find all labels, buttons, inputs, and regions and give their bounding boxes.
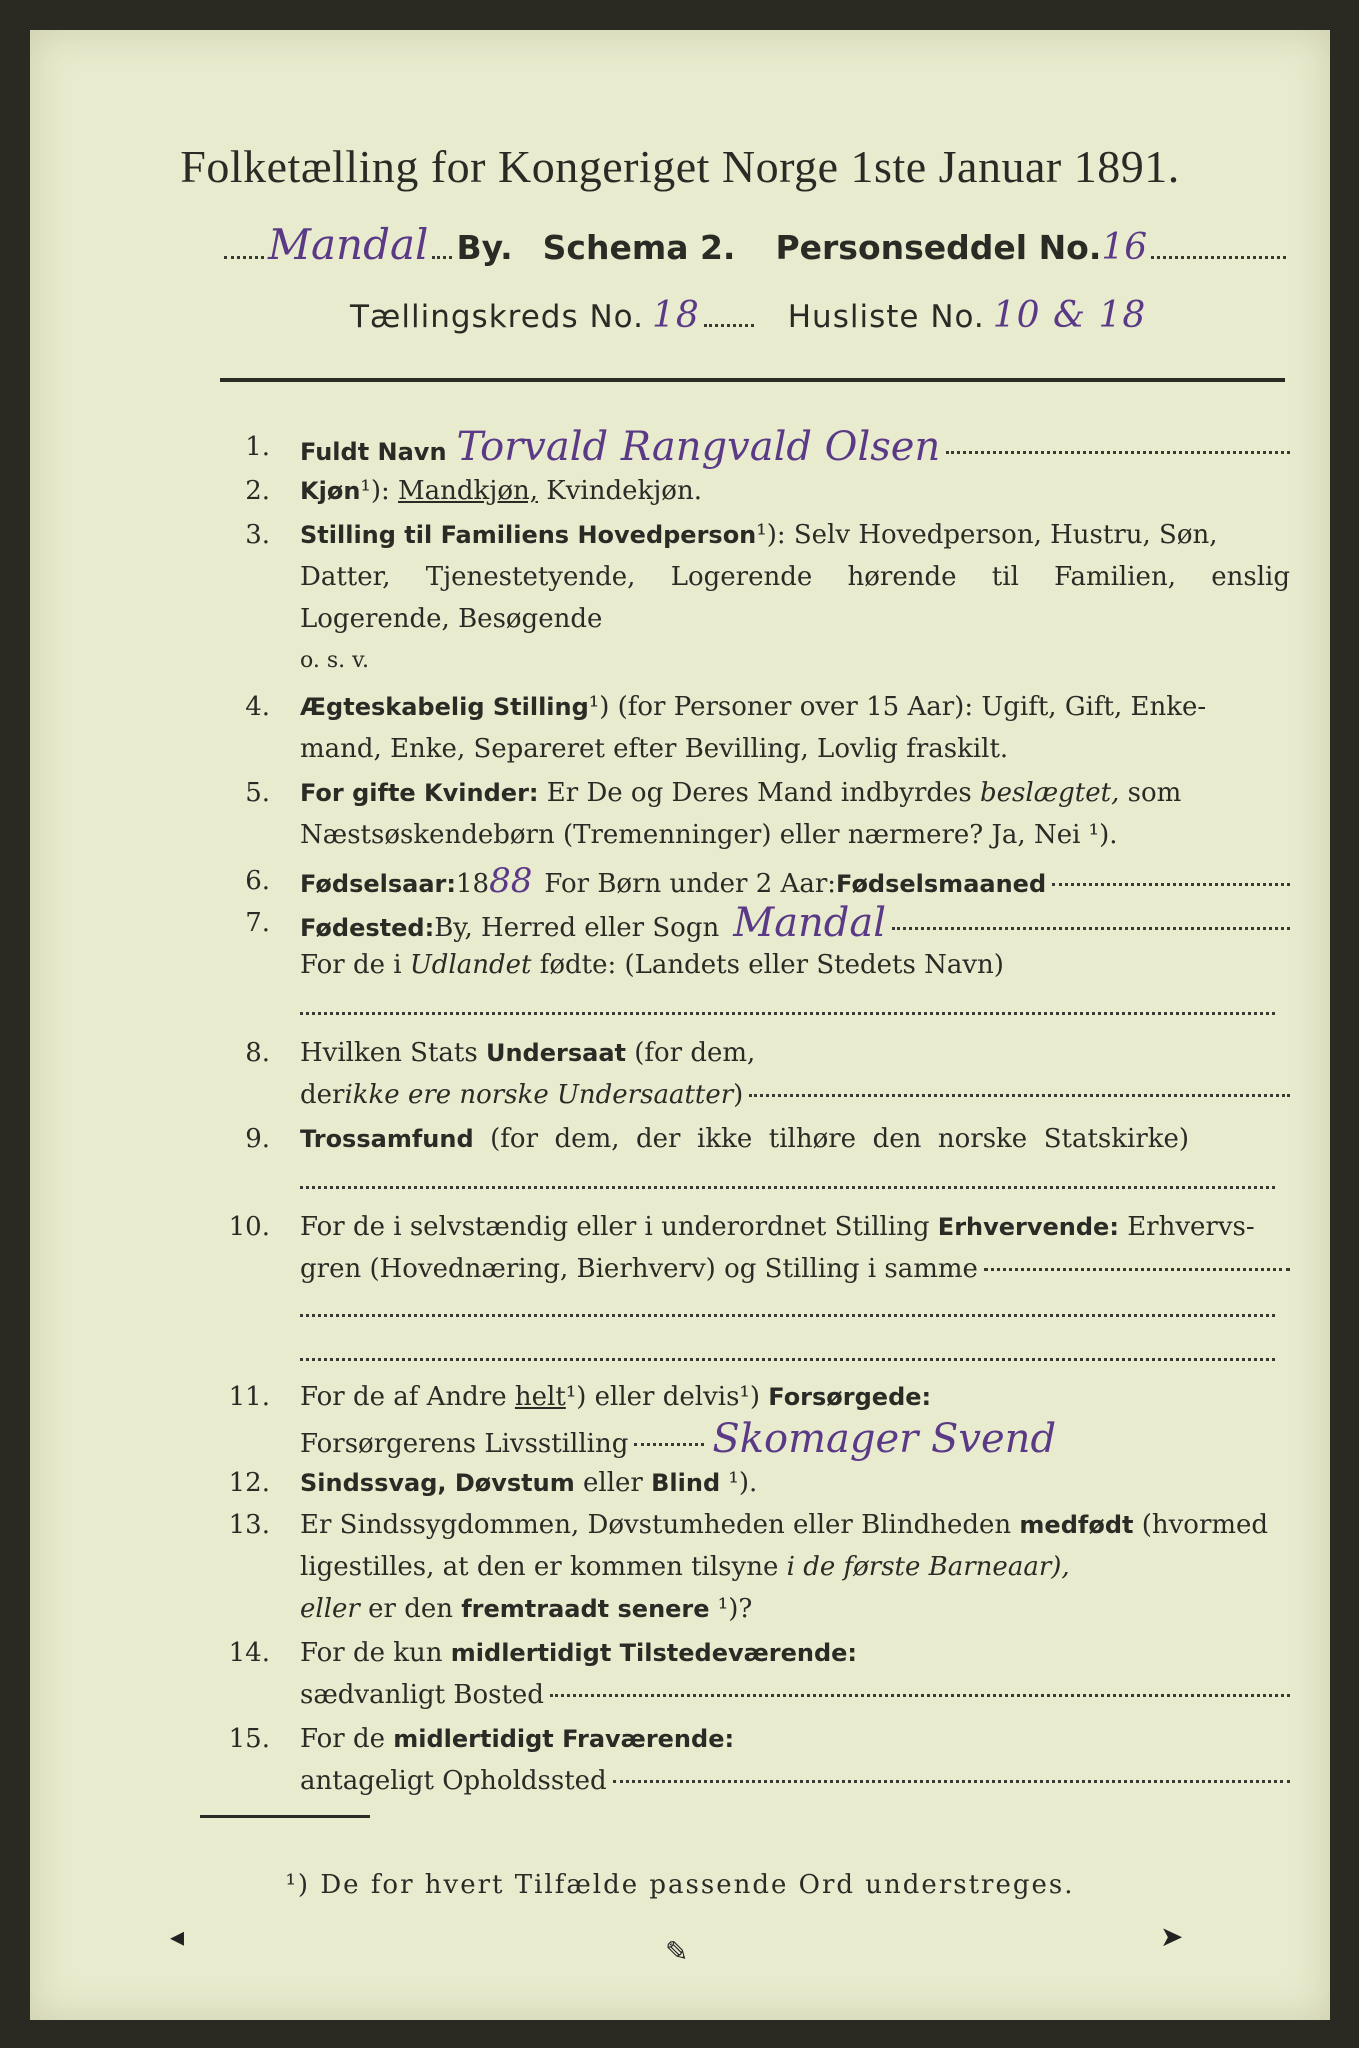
question-number: 1. [245,432,270,462]
family-position-options-1: ¹): Selv Hovedperson, Hustru, Søn, [756,520,1218,550]
birth-month-label: Fødselsmaaned [836,870,1047,898]
question-number: 14. [228,1638,270,1668]
sex-option-male: Mandkjøn, [398,476,539,506]
occupation-text-end: Erhvervs- [1118,1212,1255,1242]
family-position-options-3: Logerende, Besøgende [300,604,603,634]
marital-status-options-1: ¹) (for Personer over 15 Aar): Ugift, Gift, Enke- [588,692,1207,722]
support-text: For de af Andre [300,1382,515,1412]
congenital-text-end: (hvormed [1133,1510,1269,1540]
support-fully: helt [514,1382,566,1412]
question-number: 10. [228,1212,270,1242]
sex-option-female: Kvindekjøn. [538,476,702,506]
question-14 [210,1632,1290,1716]
answer-line [300,1358,1275,1361]
question-number: 5. [245,778,270,808]
answer-line [300,1314,1275,1317]
tellingskreds-number: 18 [651,295,700,336]
family-position-options-2: Datter, Tjenestetyende, Logerende hørende til Familien, enslig [300,562,1290,592]
temp-absent-text: For de [300,1724,394,1754]
citizenship-text: Hvilken Stats [300,1038,486,1068]
question-13 [210,1504,1290,1630]
sex-label: Kjøn [300,477,361,505]
husliste-label: Husliste No. [787,299,985,335]
district-line [350,295,1290,336]
question-number: 15. [228,1724,270,1754]
family-position-label: Stilling til Familiens Hovedperson [300,521,757,549]
congenital-label: medfødt [1019,1511,1134,1539]
married-women-text-end: som [1119,778,1182,808]
question-number: 4. [245,692,270,722]
religion-text: (for dem, der ikke tilhøre den norske Statskirke) [473,1124,1190,1154]
personseddel-number: 16 [1101,227,1148,268]
personseddel-label: Personseddel No. [775,228,1102,267]
question-9 [210,1118,1290,1160]
question-1 [210,426,1290,468]
footnote: ¹) De for hvert Tilfælde passende Ord understreges. [285,1870,1075,1900]
congenital-or: eller [300,1594,360,1624]
married-women-text-2: Næstsøskendebørn (Tremenninger) eller nærmere? Ja, Nei ¹). [300,820,1118,850]
question-3 [210,514,1290,682]
abroad-text-end: fødte: (Landets eller Stedets Navn) [531,950,1004,980]
header-rule [220,378,1285,382]
citizenship-label: Undersaat [485,1039,626,1067]
birth-year-prefix: 18 [456,869,490,899]
answer-line [300,1012,1275,1015]
schema-line [220,220,1290,269]
probable-residence-label: antageligt Opholdssted [300,1766,607,1796]
abroad-text: For de i [300,950,410,980]
disability-or: eller [574,1468,652,1498]
question-number: 3. [245,520,270,550]
congenital-end: ¹)? [709,1594,753,1624]
tellingskreds-label: Tællingskreds No. [350,299,644,335]
married-women-label: For gifte Kvinder: [300,779,539,807]
question-number: 7. [245,908,270,938]
citizenship-text-2: der [300,1080,345,1110]
support-partly: ¹) eller delvis¹) [565,1382,769,1412]
occupation-text-2: gren (Hovednæring, Bierhverv) og Stilling i samme [300,1254,978,1284]
birth-year-label: Fødselsaar: [300,870,456,898]
support-label: Forsørgede: [768,1383,932,1411]
question-12 [210,1462,1290,1504]
ink-mark: ◂ [170,1920,185,1953]
question-number: 2. [245,476,270,506]
question-10 [210,1206,1290,1290]
ink-mark: ➤ [1160,1920,1184,1953]
full-name-label: Fuldt Navn [300,438,447,466]
form-title: Folketælling for Kongeriget Norge 1ste Januar 1891. [180,141,1180,192]
question-6 [210,860,1290,902]
congenital-italic: i de første Barneaar), [786,1552,1070,1582]
footnote-rule [200,1815,370,1818]
disability-label: Sindssvag, Døvstum [300,1469,575,1497]
husliste-number: 10 & 18 [992,295,1147,336]
footnote-ref: ¹ [360,476,371,506]
question-5 [210,772,1290,856]
temp-absent-label: midlertidigt Fraværende: [393,1725,735,1753]
religion-label: Trossamfund [300,1125,474,1153]
question-number: 8. [245,1038,270,1068]
provider-occupation-value: Skomager Svend [712,1416,1057,1462]
birthplace-text: By, Herred eller Sogn [434,913,720,943]
birthplace-label: Fødested: [300,914,435,942]
question-15 [210,1718,1290,1802]
citizenship-text-end: (for dem, [625,1038,756,1068]
question-7 [210,902,1290,986]
question-4 [210,686,1290,770]
census-form-sheet [30,30,1330,2020]
question-2: 2. Kjøn¹): Mandkjøn, Kvindekjøn. [210,470,1290,512]
abroad-word: Udlandet [409,950,532,980]
disability-blind: Blind [651,1469,721,1497]
occupation-text: For de i selvstændig eller i underordnet Stilling [300,1212,938,1242]
temp-present-text: For de kun [300,1638,451,1668]
occupation-label: Erhvervende: [937,1213,1119,1241]
by-label: By. [456,228,513,267]
provider-occupation-label: Forsørgerens Livsstilling [300,1429,629,1459]
citizenship-close: ) [733,1080,744,1110]
birth-month-text: For Børn under 2 Aar: [544,869,837,899]
congenital-text-2: ligestilles, at den er kommen tilsyne [300,1552,787,1582]
question-number: 9. [245,1124,270,1154]
temp-present-label: midlertidigt Tilstedeværende: [450,1639,858,1667]
congenital-text-3: er den [359,1594,462,1624]
question-number: 11. [228,1382,270,1412]
birth-year-value: 88 [489,861,533,901]
marital-status-options-2: mand, Enke, Separeret efter Bevilling, Lovlig fraskilt. [300,734,1009,764]
usual-residence-label: sædvanligt Bosted [300,1680,544,1710]
question-number: 13. [228,1510,270,1540]
place-handwritten: Mandal [268,220,429,269]
answer-line [300,1186,1275,1189]
question-number: 6. [245,866,270,896]
married-women-text: Er De og Deres Mand indbyrdes [538,778,981,808]
question-number: 12. [228,1468,270,1498]
question-8 [210,1032,1290,1116]
congenital-text: Er Sindssygdommen, Døvstumheden eller Blindheden [300,1510,1020,1540]
full-name-value: Torvald Rangvald Olsen [456,424,941,470]
related-word: beslægtet, [980,778,1120,808]
question-11 [210,1376,1290,1460]
later-onset-label: fremtraadt senere [461,1595,710,1623]
disability-end: ¹). [720,1468,758,1498]
citizenship-italic: ikke ere norske Undersaatter [344,1080,734,1110]
birthplace-value: Mandal [733,900,887,946]
schema-label: Schema 2. [542,228,736,267]
family-position-options-4: o. s. v. [300,648,369,673]
ink-mark: ✎ [665,1935,689,1968]
marital-status-label: Ægteskabelig Stilling [300,693,589,721]
